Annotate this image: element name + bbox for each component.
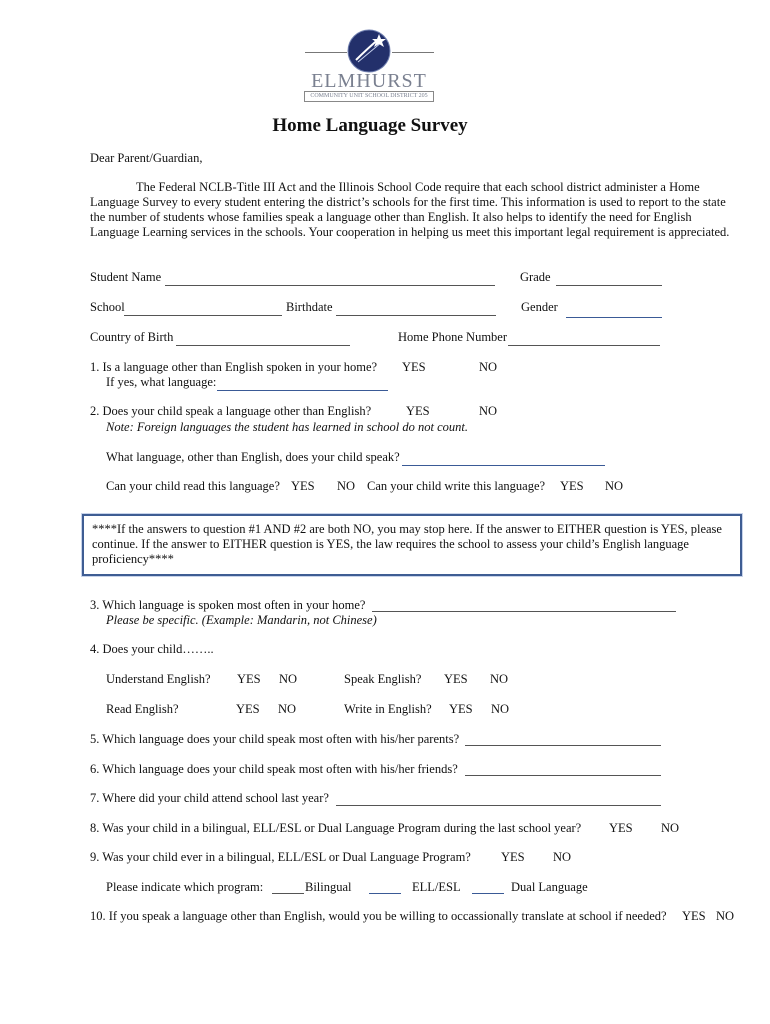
- q8-no[interactable]: NO: [661, 821, 680, 835]
- q4-speak-yes[interactable]: YES: [444, 672, 468, 686]
- q1-yes[interactable]: YES: [402, 360, 426, 374]
- q4-text: 4. Does your child……..: [90, 642, 214, 656]
- page-title: Home Language Survey: [272, 115, 468, 136]
- gender-label: Gender: [521, 300, 558, 314]
- q2-read-label: Can your child read this language?: [106, 479, 280, 493]
- q10-text: 10. If you speak a language other than English, would you be willing to occassionally translate at school if needed?: [90, 909, 667, 923]
- q4-understand-yes[interactable]: YES: [237, 672, 261, 686]
- q10-yes[interactable]: YES: [682, 909, 706, 923]
- logo-name: ELMHURST: [311, 70, 427, 92]
- gender-field[interactable]: [566, 317, 662, 318]
- q9-ell-label: ELL/ESL: [412, 880, 461, 894]
- student-name-label: Student Name: [90, 270, 162, 284]
- q7-text: 7. Where did your child attend school last year?: [90, 791, 329, 805]
- star-globe-icon: [346, 28, 392, 74]
- q2-write-no[interactable]: NO: [605, 479, 624, 493]
- q1-sub: If yes, what language:: [106, 375, 217, 389]
- stop-notice: ****If the answers to question #1 AND #2 are both NO, you may stop here. If the answer to EITHER question is YES, please continue. If the answer to EITHER question is YES, the law requires the school to assess your child’s English language proficiency****: [82, 514, 742, 576]
- q4-speak-no[interactable]: NO: [490, 672, 509, 686]
- q3-note: Please be specific. (Example: Mandarin, not Chinese): [106, 613, 377, 627]
- q2-read-yes[interactable]: YES: [291, 479, 315, 493]
- q1-text: 1. Is a language other than English spoken in your home?: [90, 360, 378, 374]
- student-name-field[interactable]: [165, 285, 495, 286]
- home-phone-label: Home Phone Number: [398, 330, 508, 344]
- greeting: Dear Parent/Guardian,: [90, 151, 203, 165]
- q3-text: 3. Which language is spoken most often in your home?: [90, 598, 366, 612]
- q10-no[interactable]: NO: [716, 909, 735, 923]
- q4-write-yes[interactable]: YES: [449, 702, 473, 716]
- q9-text: 9. Was your child ever in a bilingual, ELL/ESL or Dual Language Program?: [90, 850, 471, 864]
- q5-text: 5. Which language does your child speak most often with his/her parents?: [90, 732, 460, 746]
- q5-field[interactable]: [465, 745, 661, 746]
- q8-yes[interactable]: YES: [609, 821, 633, 835]
- q6-text: 6. Which language does your child speak most often with his/her friends?: [90, 762, 458, 776]
- q2-read-no[interactable]: NO: [337, 479, 356, 493]
- school-field[interactable]: [124, 315, 282, 316]
- birthdate-label: Birthdate: [286, 300, 333, 314]
- intro-paragraph: The Federal NCLB-Title III Act and the Illinois School Code require that each school district administer a Home Language Survey to every student entering the district’s schools for the first time. This information is used to report to the state the number of students whose families speak a language other than English. It also helps to identify the need for English Language Learning services in the schools. Your cooperation in helping us meet this important legal requirement is appreciated.: [90, 180, 730, 239]
- q9-bilingual-field[interactable]: [272, 893, 304, 894]
- birthdate-field[interactable]: [336, 315, 496, 316]
- country-of-birth-field[interactable]: [176, 345, 350, 346]
- school-label: School: [90, 300, 125, 314]
- q4-understand-label: Understand English?: [106, 672, 211, 686]
- q2-language-field[interactable]: [402, 465, 605, 466]
- q8-text: 8. Was your child in a bilingual, ELL/ESL or Dual Language Program during the last school year?: [90, 821, 582, 835]
- q2-note: Note: Foreign languages the student has learned in school do not count.: [106, 420, 468, 434]
- q1-no[interactable]: NO: [479, 360, 498, 374]
- q4-write-no[interactable]: NO: [491, 702, 510, 716]
- q2-write-yes[interactable]: YES: [560, 479, 584, 493]
- q4-read-label: Read English?: [106, 702, 179, 716]
- q4-write-label: Write in English?: [344, 702, 432, 716]
- q9-program-prompt: Please indicate which program:: [106, 880, 264, 894]
- q1-language-field[interactable]: [217, 390, 388, 391]
- q4-read-yes[interactable]: YES: [236, 702, 260, 716]
- q9-no[interactable]: NO: [553, 850, 572, 864]
- logo-subtitle: COMMUNITY UNIT SCHOOL DISTRICT 205: [310, 93, 428, 99]
- country-of-birth-label: Country of Birth: [90, 330, 174, 344]
- q2-what-language: What language, other than English, does your child speak?: [106, 450, 400, 464]
- q2-no[interactable]: NO: [479, 404, 498, 418]
- q9-dual-field[interactable]: [472, 893, 504, 894]
- q9-ell-field[interactable]: [369, 893, 401, 894]
- q9-yes[interactable]: YES: [501, 850, 525, 864]
- q2-text: 2. Does your child speak a language other than English?: [90, 404, 372, 418]
- q9-bilingual-label: Bilingual: [305, 880, 352, 894]
- q2-yes[interactable]: YES: [406, 404, 430, 418]
- q9-dual-label: Dual Language: [511, 880, 588, 894]
- q6-field[interactable]: [465, 775, 661, 776]
- q2-write-label: Can your child write this language?: [367, 479, 546, 493]
- grade-field[interactable]: [556, 285, 662, 286]
- q4-read-no[interactable]: NO: [278, 702, 297, 716]
- q3-field[interactable]: [372, 611, 676, 612]
- q7-field[interactable]: [336, 805, 661, 806]
- q4-understand-no[interactable]: NO: [279, 672, 298, 686]
- home-phone-field[interactable]: [508, 345, 660, 346]
- grade-label: Grade: [520, 270, 551, 284]
- q4-speak-label: Speak English?: [344, 672, 422, 686]
